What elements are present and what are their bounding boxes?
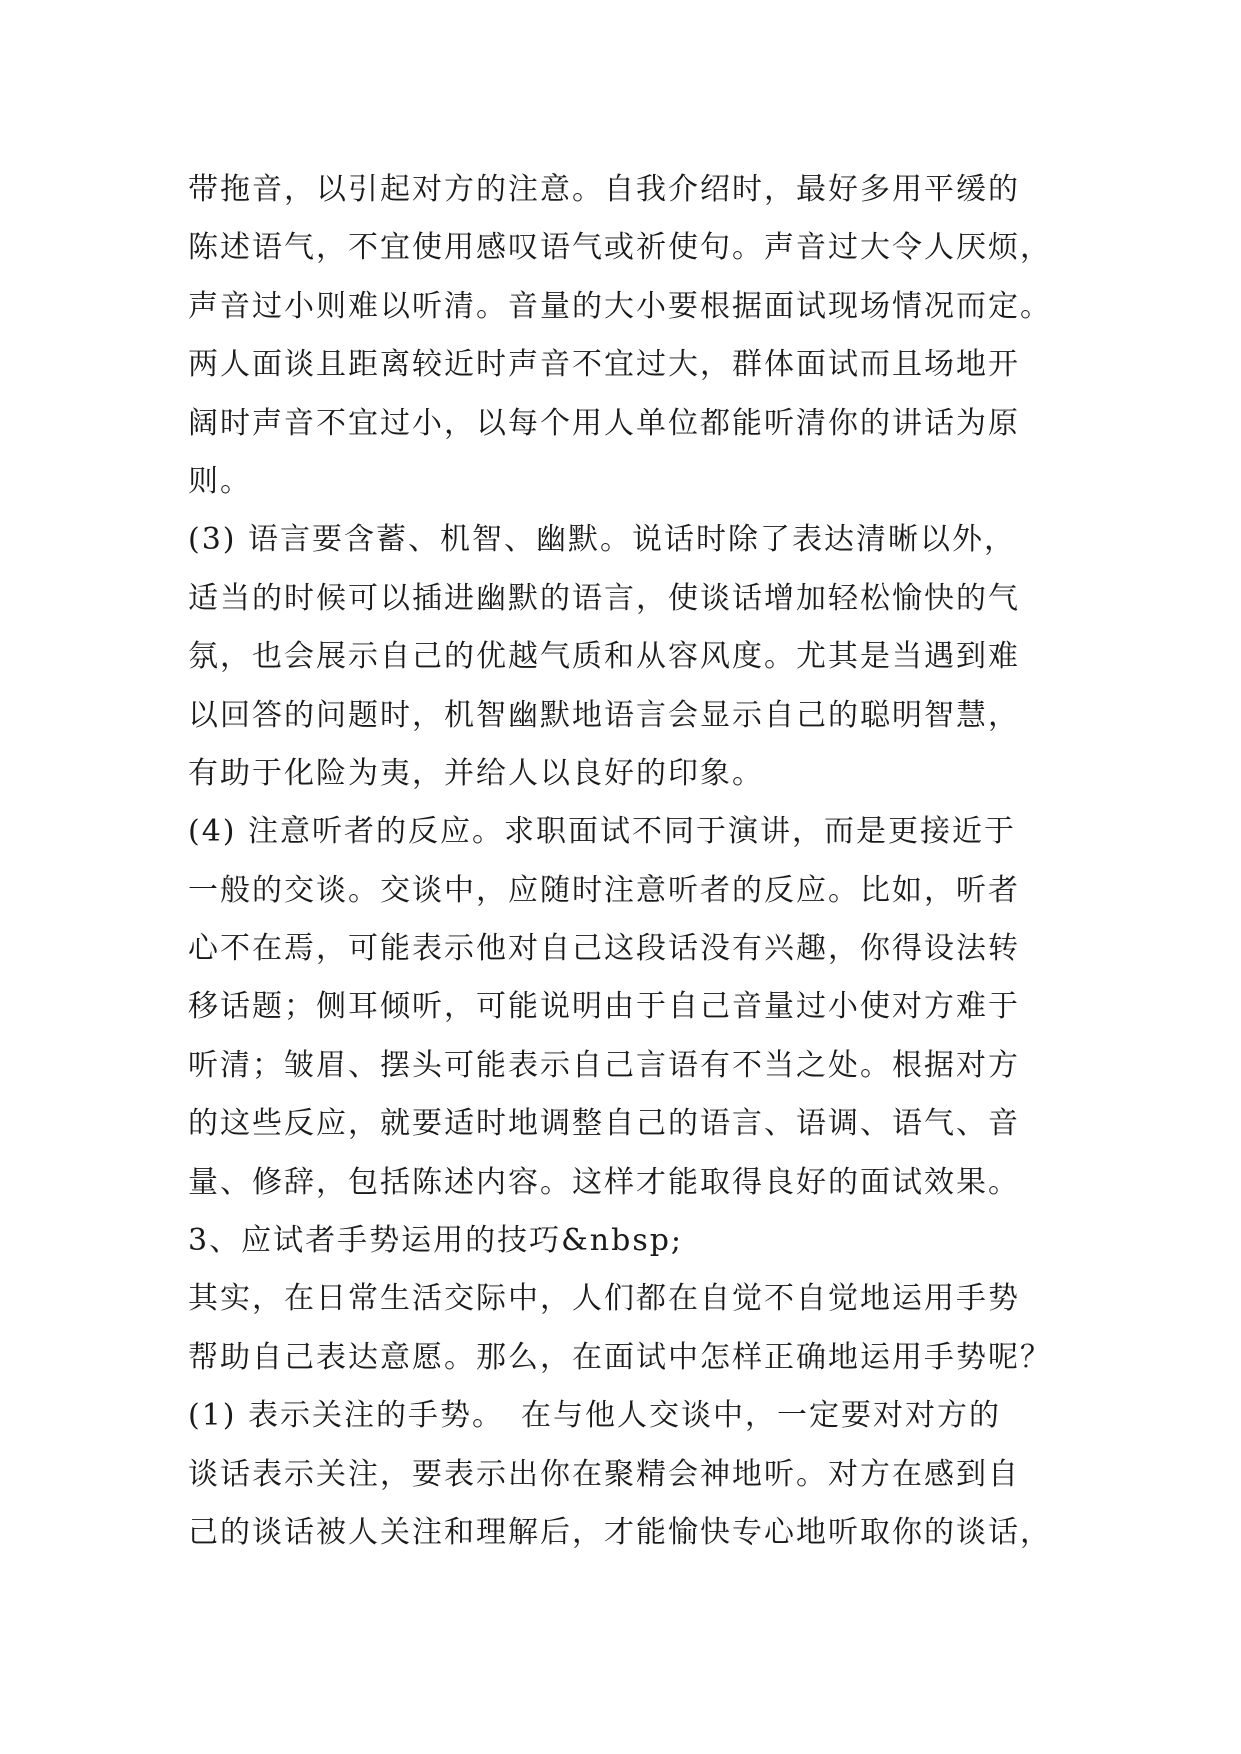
- text-line: 陈述语气，不宜使用感叹语气或祈使句。声音过大令人厌烦，: [188, 230, 1052, 266]
- text-line: 则。: [188, 463, 252, 499]
- text-line: (4) 注意听者的反应。求职面试不同于演讲，而是更接近于: [188, 814, 1017, 850]
- text-line: (3) 语言要含蓄、机智、幽默。说话时除了表达清晰以外，: [188, 522, 1017, 558]
- text-line: 量、修辞，包括陈述内容。这样才能取得良好的面试效果。: [188, 1164, 1020, 1200]
- text-line: 有助于化险为夷，并给人以良好的印象。: [188, 755, 764, 791]
- section-heading: 3、应试者手势运用的技巧&nbsp;: [188, 1223, 684, 1259]
- text-line: 一般的交谈。交谈中，应随时注意听者的反应。比如，听者: [188, 872, 1020, 908]
- text-line: 听清；皱眉、摆头可能表示自己言语有不当之处。根据对方: [188, 1047, 1020, 1083]
- text-line: 适当的时候可以插进幽默的语言，使谈话增加轻松愉快的气: [188, 580, 1020, 616]
- text-line: 谈话表示关注，要表示出你在聚精会神地听。对方在感到自: [188, 1456, 1020, 1492]
- text-line: 己的谈话被人关注和理解后，才能愉快专心地听取你的谈话，: [188, 1514, 1052, 1550]
- text-line: (1) 表示关注的手势。 在与他人交谈中，一定要对对方的: [188, 1398, 1002, 1434]
- text-line: 阔时声音不宜过小，以每个用人单位都能听清你的讲话为原: [188, 405, 1020, 441]
- body-text: [188, 161, 1088, 1562]
- text-line: 氛，也会展示自己的优越气质和从容风度。尤其是当遇到难: [188, 639, 1020, 675]
- text-line: 移话题；侧耳倾听，可能说明由于自己音量过小使对方难于: [188, 989, 1020, 1025]
- text-line: 声音过小则难以听清。音量的大小要根据面试现场情况而定。: [188, 288, 1052, 324]
- text-line: 的这些反应，就要适时地调整自己的语言、语调、语气、音: [188, 1106, 1020, 1142]
- text-line: 以回答的问题时，机智幽默地语言会显示自己的聪明智慧，: [188, 697, 1020, 733]
- text-line: 心不在焉，可能表示他对自己这段话没有兴趣，你得设法转: [188, 931, 1020, 967]
- text-line: 帮助自己表达意愿。那么，在面试中怎样正确地运用手势呢？: [188, 1339, 1052, 1375]
- text-line: 其实，在日常生活交际中，人们都在自觉不自觉地运用手势: [188, 1281, 1020, 1317]
- text-line: 带拖音，以引起对方的注意。自我介绍时，最好多用平缓的: [188, 172, 1020, 207]
- text-line: 两人面谈且距离较近时声音不宜过大，群体面试而且场地开: [188, 347, 1020, 383]
